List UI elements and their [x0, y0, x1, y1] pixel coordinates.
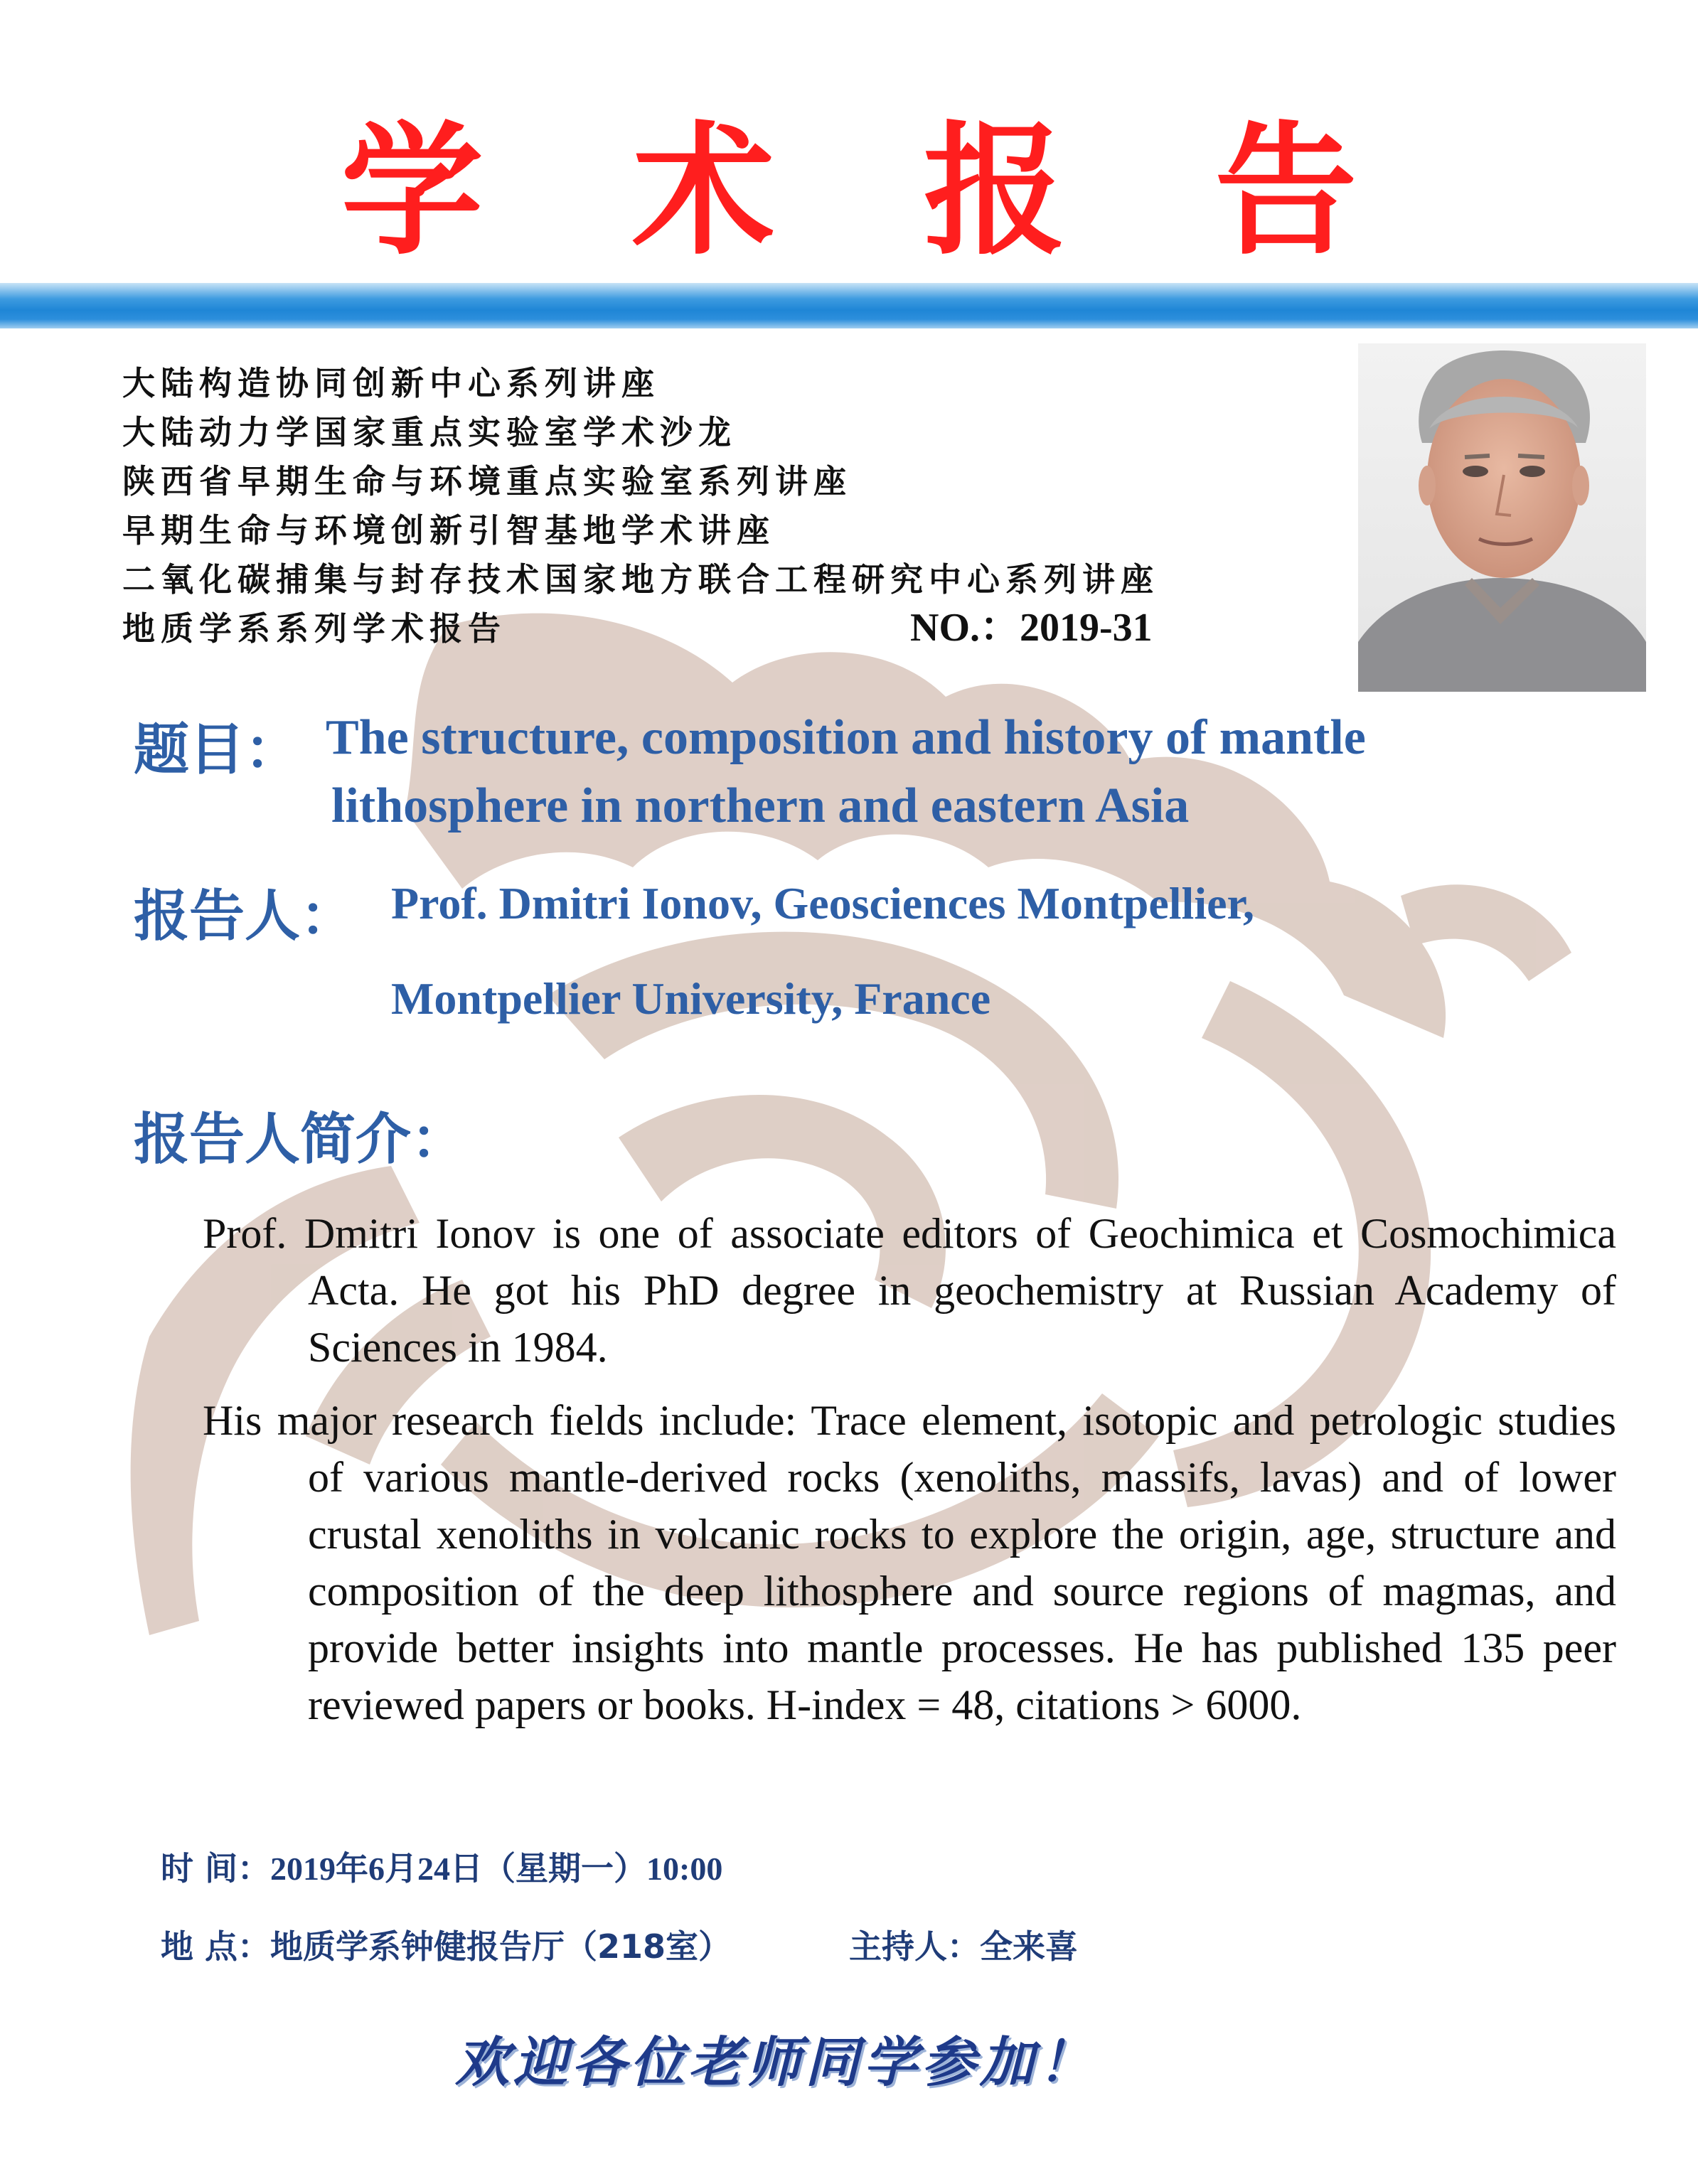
speaker-name-affiliation: Prof. Dmitri Ionov, Geosciences Montpellier, [391, 878, 1255, 928]
speaker-photo [1358, 343, 1646, 692]
report-number: NO.：2019-31 [910, 606, 1153, 650]
series-line: 大陆动力学国家重点实验室学术沙龙 [122, 413, 737, 451]
topic-line: The structure, composition and history of mantle [326, 710, 1366, 765]
place-value: 地质学系钟健报告厅（218室） [270, 1927, 732, 1966]
host-label: 主持人： [849, 1927, 980, 1966]
speaker-affiliation: Montpellier University, France [391, 973, 991, 1024]
bio-paragraph: His major research fields include: Trace element, isotopic and petrologic studies of various mantle-derived rocks (xenoliths, massifs, lavas) and of lower crustal xenoliths in volcanic rocks to explore the origin, age, structure and composition of the deep lithosphere and source regions of magmas, and provide better insights into mantle processes. He has published 135 peer reviewed papers or books. H-index = 48, citations > 6000. [203, 1397, 1616, 1728]
series-line: 早期生命与环境创新引智基地学术讲座 [122, 511, 775, 550]
series-line: 二氧化碳捕集与封存技术国家地方联合工程研究中心系列讲座 [122, 560, 1159, 599]
bio-paragraph: Prof. Dmitri Ionov is one of associate editors of Geochimica et Cosmochimica Acta. He got his PhD degree in geochemistry at Russian Academy of Sciences in 1984. [203, 1210, 1616, 1371]
place-label: 地 点： [161, 1927, 271, 1966]
series-line: 地质学系系列学术报告 [122, 609, 506, 648]
time-label: 时 间： [161, 1849, 271, 1888]
time-value: 2019年6月24日（星期一）10:00 [270, 1851, 723, 1887]
time-row [161, 1843, 722, 1890]
series-line: 大陆构造协同创新中心系列讲座 [122, 364, 660, 402]
host-value: 全来喜 [980, 1927, 1078, 1966]
topic-title [326, 704, 1577, 840]
host-row [849, 1921, 1078, 1968]
topic-label: 题目： [134, 718, 301, 782]
title-divider-band [0, 283, 1698, 328]
speaker-label: 报告人： [134, 884, 356, 948]
series-line: 陕西省早期生命与环境重点实验室系列讲座 [122, 462, 852, 500]
welcome-message: 欢迎各位老师同学参加！ [455, 2030, 1096, 2094]
topic-line: lithosphere in northern and eastern Asia [331, 778, 1190, 833]
bio-label: 报告人简介： [134, 1108, 467, 1172]
place-row [161, 1921, 731, 1968]
page-title: 学 术 报 告 [341, 109, 1407, 274]
